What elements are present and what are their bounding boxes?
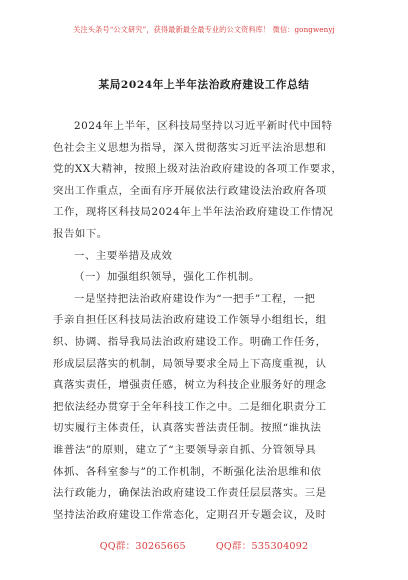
body-line: 把依法经办贯穿于全年科技工作之中。二是细化职责分工 [53,400,327,413]
body-line: 谁普法”的原则，建立了“主要领导亲自抓、分管领导具 [53,443,317,456]
body-line: 形成层层落实的机制，局领导要求全局上下高度重视，认 [53,357,327,370]
body-line: 报告如下。 [53,227,108,240]
body-line: 工作，现将区科技局2024年上半年法治政府建设工作情况 [53,206,334,219]
section-heading: 一、主要举措及成效 [74,249,173,262]
body-line: 党的XX大精神，按照上级对法治政府建设的各项工作要求， [53,163,343,176]
body-line: 2024年上半年，区科技局坚持以习近平新时代中国特 [74,120,333,132]
body-line: 切实履行主体责任，认真落实普法责任制。按照“谁执法 [53,422,322,435]
subsection-heading: （一）加强组织领导，强化工作机制。 [74,271,260,284]
document-title: 某局2024年上半年法治政府建设工作总结 [98,79,310,91]
body-line: 突出工作重点，全面有序开展依法行政建设法治政府各项 [53,184,327,197]
body-line: 法行政能力，确保法治政府建设工作责任层层落实。三是 [53,487,327,500]
document-body [53,116,355,526]
body-line: 织、协调、指导我局法治政府建设工作。明确工作任务， [53,335,327,348]
footer-contacts [0,538,408,552]
body-line: 色社会主义思想为指导，深入贯彻落实习近平法治思想和 [53,141,327,154]
body-line: 真落实责任，增强责任感，树立为科技企业服务好的理念 [53,379,327,392]
qq-group-1: QQ群：30265665 [99,541,186,552]
body-line: 坚持法治政府建设工作常态化，定期召开专题会议，及时 [53,508,327,521]
qq-group-2: QQ群：535304092 [215,541,309,552]
body-line: 体抓、各科室参与”的工作机制，不断强化法治思维和依 [53,465,322,478]
body-line: 手亲自担任区科技局法治政府建设工作领导小组组长，组 [53,314,327,327]
promo-banner: 关注头条号“公文研究”，获得最新最全最专业的公文资料库！ 微信：gongwenyj [73,25,335,34]
body-line: 一是坚持把法治政府建设作为“一把手”工程，一把 [74,292,316,305]
